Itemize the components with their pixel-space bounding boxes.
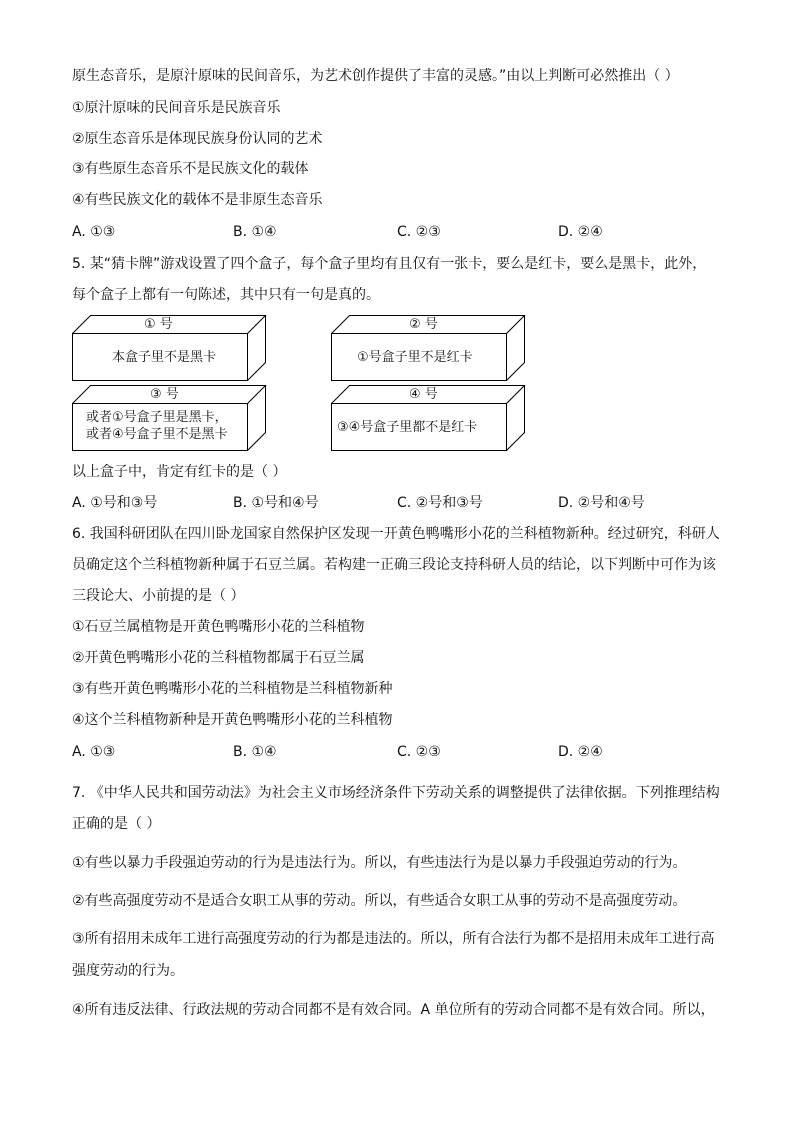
q4-stem-line: 原生态音乐，是原汁原味的民间音乐，为艺术创作提供了丰富的灵感。”由以上判断可必然推出（ ）	[72, 68, 679, 84]
q7-statement-4: ④所有违反法律、行政法规的劳动合同都不是有效合同。A 单位所有的劳动合同都不是有效合同。所以，	[72, 1002, 715, 1018]
box-3-statement-line-2: 或者④号盒子里不是黑卡	[86, 427, 228, 442]
q4-statement-4: ④有些民族文化的载体不是非原生态音乐	[72, 192, 323, 208]
box-1-statement: 本盒子里不是黑卡	[112, 350, 217, 365]
q5-option-c: C. ②号和③号	[397, 495, 483, 511]
q5-stem-line-2: 每个盒子上都有一句陈述，其中只有一句是真的。	[72, 287, 380, 303]
q4-option-d: D. ②④	[558, 224, 603, 240]
q7-statement-3: ③所有招用未成年工进行高强度劳动的行为都是违法的。所以，所有合法行为都不是招用未成年工进行高	[72, 931, 715, 947]
q6-option-b: B. ①④	[233, 744, 277, 760]
q4-statement-3: ③有些原生态音乐不是民族文化的载体	[72, 161, 309, 177]
q4-option-a: A. ①③	[72, 224, 116, 240]
q6-option-a: A. ①③	[72, 744, 116, 760]
q4-option-c: C. ②③	[397, 224, 441, 240]
box-4-statement: ③④号盒子里都不是红卡	[337, 420, 478, 435]
q4-option-b: B. ①④	[233, 224, 277, 240]
q5-option-d: D. ②号和④号	[558, 495, 645, 511]
q6-statement-4: ④这个兰科植物新种是开黄色鸭嘴形小花的兰科植物	[72, 712, 393, 728]
q6-stem-line-2: 员确定这个兰科植物新种属于石豆兰属。若构建一正确三段论支持科研人员的结论，以下判断中可作为该	[72, 557, 716, 573]
q6-statement-3: ③有些开黄色鸭嘴形小花的兰科植物是兰科植物新种	[72, 681, 393, 697]
q5-option-a: A. ①号和③号	[72, 495, 158, 511]
box-3-statement-line-1: 或者①号盒子里是黑卡，	[86, 410, 228, 425]
q7-stem-line-1: 7. 《中华人民共和国劳动法》为社会主义市场经济条件下劳动关系的调整提供了法律依据。下列推理结构	[72, 785, 720, 801]
q6-option-d: D. ②④	[558, 744, 603, 760]
q6-option-c: C. ②③	[397, 744, 441, 760]
q5-stem-line-1: 5. 某“猜卡牌”游戏设置了四个盒子，每个盒子里均有且仅有一张卡，要么是红卡，要么是黑卡，此外，	[72, 256, 707, 272]
q4-statement-1: ①原汁原味的民间音乐是民族音乐	[72, 100, 281, 116]
box-4-title: ④ 号	[409, 387, 438, 402]
q6-stem-line-1: 6. 我国科研团队在四川卧龙国家自然保护区发现一开黄色鸭嘴形小花的兰科植物新种。经过研究，科研人	[72, 526, 720, 542]
q7-statement-2: ②有些高强度劳动不是适合女职工从事的劳动。所以，有些适合女职工从事的劳动不是高强度劳动。	[72, 893, 687, 909]
q5-question: 以上盒子中，肯定有红卡的是（ ）	[72, 464, 287, 480]
box-1	[72, 314, 268, 381]
q5-option-b: B. ①号和④号	[233, 495, 319, 511]
box-2-statement: ①号盒子里不是红卡	[357, 350, 473, 365]
q6-stem-line-3: 三段论大、小前提的是（ ）	[72, 588, 245, 604]
q7-stem-line-2: 正确的是（ ）	[72, 816, 161, 832]
box-3-title: ③ 号	[150, 387, 179, 402]
box-2	[331, 314, 527, 381]
q7-statement-3-cont: 强度劳动的行为。	[72, 963, 184, 979]
q6-statement-1: ①石豆兰属植物是开黄色鸭嘴形小花的兰科植物	[72, 619, 365, 635]
q6-statement-2: ②开黄色鸭嘴形小花的兰科植物都属于石豆兰属	[72, 650, 365, 666]
q7-statement-1: ①有些以暴力手段强迫劳动的行为是违法行为。所以，有些违法行为是以暴力手段强迫劳动的行为。	[72, 855, 687, 871]
box-3	[72, 384, 268, 451]
box-1-title: ① 号	[144, 317, 173, 332]
box-2-title: ② 号	[409, 317, 438, 332]
box-4	[331, 384, 527, 451]
q4-statement-2: ②原生态音乐是体现民族身份认同的艺术	[72, 131, 323, 147]
